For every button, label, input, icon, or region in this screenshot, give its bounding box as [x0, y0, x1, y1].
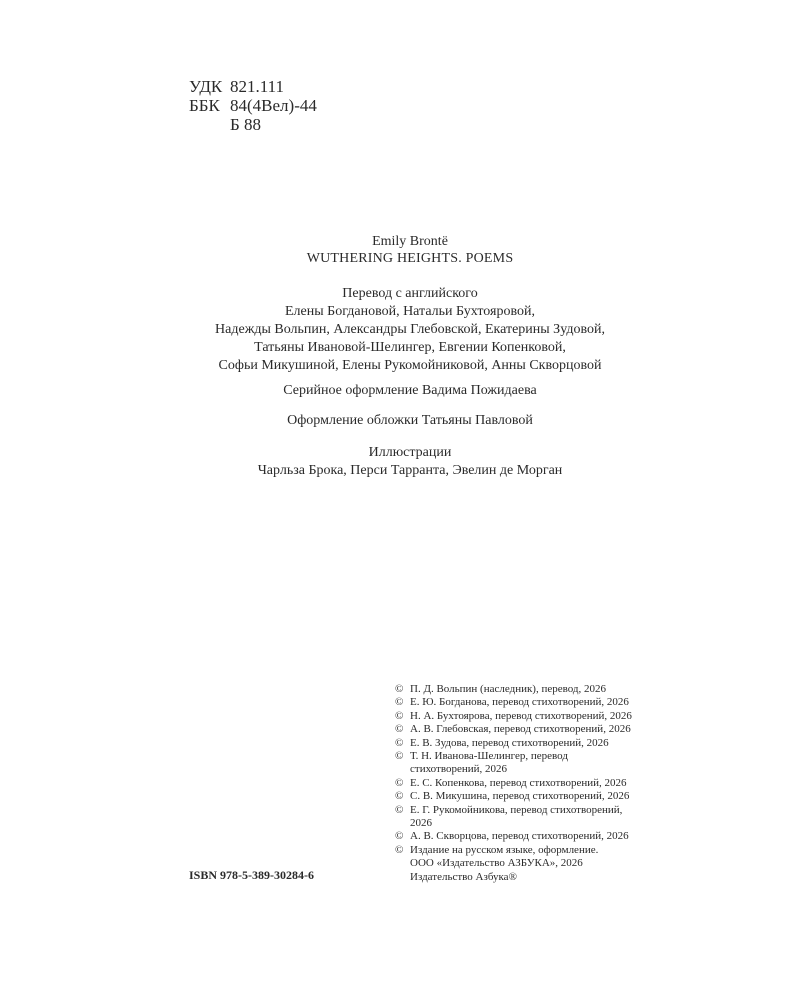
copyright-item [395, 844, 685, 884]
copyright-line: Е. С. Копенкова, перевод стихотворений, 2026 [410, 776, 627, 789]
copyright-item [395, 696, 685, 709]
copyright-line: стихотворений, 2026 [410, 763, 507, 776]
illustrations-credit [140, 444, 680, 480]
translation-line: Елены Богдановой, Натальи Бухтояровой, [285, 304, 535, 319]
series-design-credit: Серийное оформление Вадима Пожидаева [283, 383, 537, 398]
copyright-item [395, 710, 685, 723]
original-title: WUTHERING HEIGHTS. POEMS [306, 251, 514, 266]
copyright-line: 2026 [410, 817, 432, 830]
udk-row [189, 77, 317, 96]
copyright-item [395, 737, 685, 750]
isbn: ISBN 978-5-389-30284-6 [189, 868, 314, 882]
translation-line: Татьяны Ивановой-Шелингер, Евгении Копенковой, [254, 340, 566, 355]
copyright-symbol: © [395, 790, 404, 803]
copyright-symbol: © [395, 723, 404, 736]
udk-value: 821.111 [230, 77, 284, 96]
copyright-symbol: © [395, 736, 404, 749]
copyright-symbol: © [395, 709, 404, 722]
author-mark: Б 88 [230, 115, 262, 134]
copyright-symbol: © [395, 776, 404, 789]
bbk-row [189, 96, 317, 115]
copyright-item [395, 830, 685, 843]
original-author: Emily Brontë [372, 234, 448, 249]
copyright-line: Издательство Азбука® [410, 870, 517, 883]
copyright-line: Т. Н. Иванова-Шелингер, перевод [410, 750, 568, 763]
copyright-line: Издание на русском языке, оформление. [410, 843, 599, 856]
author-mark-row [189, 115, 317, 134]
copyright-symbol: © [395, 750, 404, 763]
copyright-symbol: © [395, 803, 404, 816]
copyright-line: ООО «Издательство АЗБУКА», 2026 [410, 857, 583, 870]
copyright-item [395, 790, 685, 803]
bbk-value: 84(4Вел)-44 [230, 96, 317, 115]
copyright-line: С. В. Микушина, перевод стихотворений, 2026 [410, 790, 630, 803]
classification-block [189, 77, 317, 134]
copyright-line: Н. А. Бухтоярова, перевод стихотворений, 2026 [410, 709, 632, 722]
copyright-symbol: © [395, 843, 404, 856]
illustrations-heading: Иллюстрации [368, 445, 452, 460]
copyright-block [395, 683, 685, 884]
copyright-item [395, 723, 685, 736]
copyright-line: Е. Г. Рукомойникова, перевод стихотворений, [410, 803, 623, 816]
translation-line: Софьи Микушиной, Елены Рукомойниковой, Анны Скворцовой [218, 358, 602, 373]
illustrators: Чарльза Брока, Перси Тарранта, Эвелин де Морган [257, 463, 563, 478]
udk-label: УДК [189, 77, 223, 96]
copyright-symbol: © [395, 696, 404, 709]
copyright-line: П. Д. Вольпин (наследник), перевод, 2026 [410, 683, 607, 695]
bbk-label: ББК [189, 96, 220, 115]
copyright-line: А. В. Глебовская, перевод стихотворений, 2026 [410, 723, 631, 736]
copyright-line: Е. В. Зудова, перевод стихотворений, 2026 [410, 736, 609, 749]
copyright-symbol: © [395, 830, 404, 843]
copyright-item [395, 804, 685, 831]
copyright-line: Е. Ю. Богданова, перевод стихотворений, 2026 [410, 696, 629, 709]
translation-line: Надежды Вольпин, Александры Глебовской, Екатерины Зудовой, [215, 322, 605, 337]
translation-credits [140, 285, 680, 375]
copyright-line: А. В. Скворцова, перевод стихотворений, 2026 [410, 830, 629, 843]
cover-design-credit: Оформление обложки Татьяны Павловой [287, 413, 533, 428]
copyright-item [395, 777, 685, 790]
copyright-item [395, 683, 685, 696]
translation-line: Перевод с английского [342, 286, 478, 301]
copyright-item [395, 750, 685, 777]
copyright-symbol: © [395, 683, 404, 695]
